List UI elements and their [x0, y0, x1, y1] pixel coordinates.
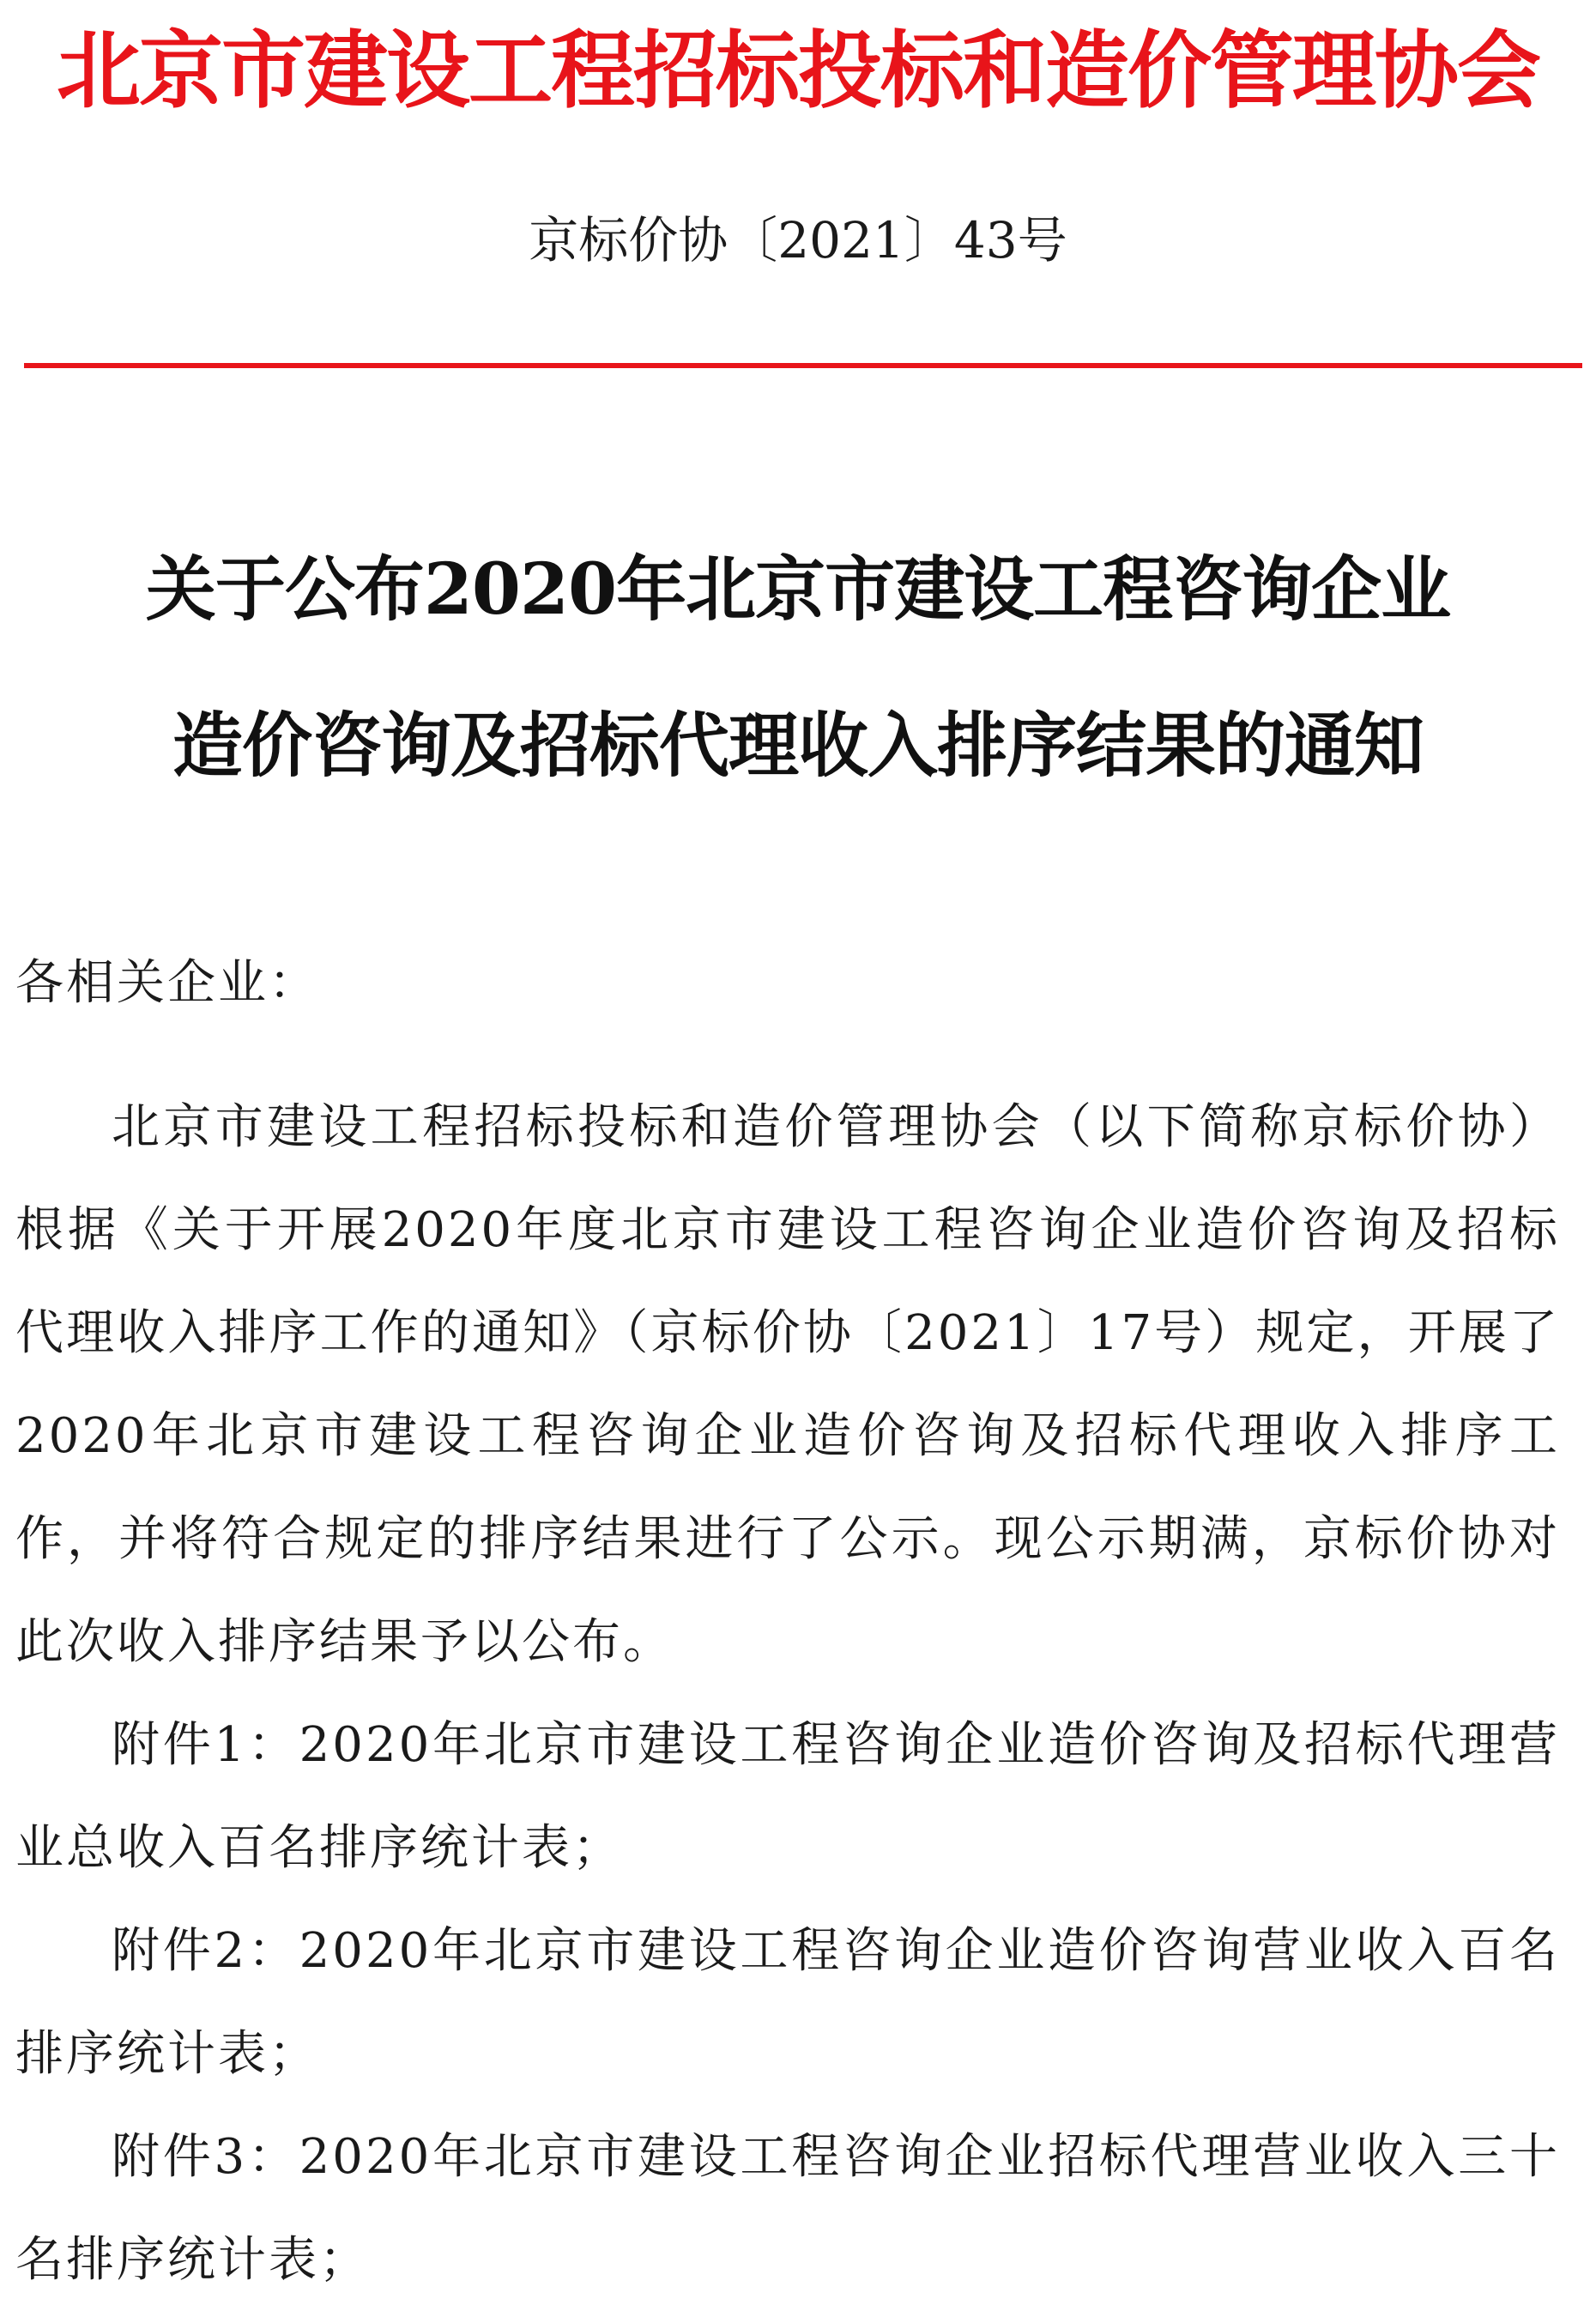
body-paragraph-main: 北京市建设工程招标投标和造价管理协会（以下简称京标价协）根据《关于开展2020年度北京市建设工程咨询企业造价咨询及招标代理收入排序工作的通知》（京标价协〔2021〕17号）规定，开展了2020年北京市建设工程咨询企业造价咨询及招标代理收入排序工作，并将符合规定的排序结果进行了公示。现公示期满，京标价协对此次收入排序结果予以公布。: [15, 1099, 1560, 1670]
red-divider-line: [24, 363, 1582, 368]
attachment-3: 附件3：2020年北京市建设工程咨询企业招标代理营业收入三十名排序统计表；: [15, 2129, 1560, 2288]
title-line-1: 关于公布2020年北京市建设工程咨询企业: [145, 548, 1451, 631]
attachment-2: 附件2：2020年北京市建设工程咨询企业造价咨询营业收入百名排序统计表；: [15, 1923, 1560, 2082]
title-line-2: 造价咨询及招标代理收入排序结果的通知: [172, 705, 1424, 787]
salutation: 各相关企业：: [15, 955, 319, 1011]
attachment-1: 附件1：2020年北京市建设工程咨询企业造价咨询及招标代理营业总收入百名排序统计表；: [15, 1717, 1560, 1876]
notice-title: [0, 511, 1596, 824]
notice-body: [15, 932, 1560, 2312]
document-number: 京标价协〔2021〕43号: [529, 211, 1067, 269]
organization-header: 北京市建设工程招标投标和造价管理协会: [56, 21, 1539, 120]
